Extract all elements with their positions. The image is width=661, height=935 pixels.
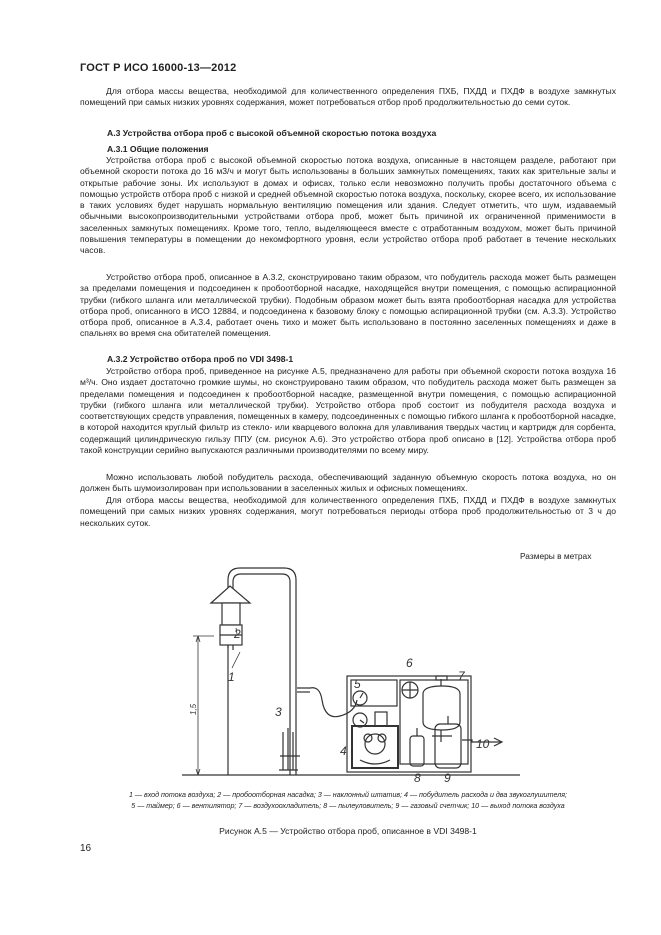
figure-legend — [80, 790, 616, 812]
label-6: 6 — [406, 656, 413, 670]
sampling-head — [211, 586, 250, 603]
legend-line-1: 1 — вход потока воздуха; 2 — пробоотборная насадка; 3 — наклонный штатив; 4 — побудитель расхода и два звукоглушителя; — [129, 791, 567, 799]
legend-line-2: 5 — таймер; 6 — вентилятор; 7 — воздухоохладитель; 8 — пылеуловитель; 9 — газовый счетчик; 10 — выход потока воздуха — [131, 802, 565, 810]
paragraph-a32-1: Устройство отбора проб, приведенное на рисунке А.5, предназначено для работы при объемной скорости потока воздуха 16 м³/ч. Оно издает достаточно громкие шумы, но сконструировано таким образом, что побудитель расхода может быть размещен за пределами помещения и подсоединен к пробоотборной насадке, размещенной внутри помещения, с помощью аспирационной трубки (гибкого шланга или металлической трубки). Устройство отбора проб состоит из побудителя расхода воздуха и соответствующих средств управления, помещенных в камеру, подсоединенных с помощью гибкого шланга к пробоотборной насадке, в которой находится круглый фильтр из стекло- или кварцевого волокна для улавливания твердых частиц и картридж для сорбента, содержащий цилиндрическую гильзу ППУ (см. рисунок А.6). Это устройство отбора проб описано в [12]. Устройства отбора проб такой конструкции серийно выпускаются различными производителями по всему миру. — [80, 366, 616, 456]
label-8: 8 — [414, 771, 421, 785]
tripod — [279, 728, 298, 770]
dust-collector — [410, 736, 424, 766]
label-7: 7 — [458, 669, 465, 683]
paragraph-a31-1: Устройства отбора проб с высокой объемной скоростью потока воздуха, описанные в настоящем разделе, работают при объемной скорости потока до 16 м3/ч и могут быть использованы в больших замкнутых помещениях, таких как зрительные залы и открытые рабочие зоны. Их используют в домах и офисах, только если невозможно получить пробы достаточного объема с помощью устройств отбора проб с низкой и средней объемной скоростью потока воздуха, поскольку, скорее всего, их использование в таких условиях будет нарушать нормальную вентиляцию помещения или здания. Следует отметить, что шум, издаваемый обычными высокопроизводительными устройствами отбора проб, может быть причиной их ограниченной применимости в заселенных замкнутых помещениях. Кроме того, тепло, выделяющееся вместе с отработанным воздухом, может быть причиной повышения температуры в помещении до некомфортного уровня, если устройство отбора проб работает в течение нескольких часов. — [80, 155, 616, 256]
blower-box — [352, 726, 398, 768]
heading-a31: А.3.1 Общие положения — [107, 144, 209, 154]
label-4: 4 — [340, 744, 347, 758]
document-header: ГОСТ Р ИСО 16000-13—2012 — [80, 62, 237, 74]
sizes-note: Размеры в метрах — [520, 551, 592, 561]
dimension-label: 1,5 — [189, 703, 198, 715]
heading-a32: А.3.2 Устройство отбора проб по VDI 3498-1 — [107, 354, 294, 364]
gas-meter — [435, 724, 461, 768]
paragraph-a31-2: Устройство отбора проб, описанное в А.3.2, сконструировано таким образом, что побудитель расхода может быть размещен за пределами помещения и подсоединен к пробоотборной насадке, находящейся внутри помещения, с помощью аспирационной трубки (гибкого шланга или металлической трубки). Подобным образом может быть взята пробоотборная насадка для устройства отбора проб, описанного в ИСО 12884, и подсоединена к базовому блоку с помощью аспирационной трубки (см. А.3.3). Устройство отбора проб, описанное в А.3.4, работает очень тихо и может быть использовано в постоянно заселенных помещениях и даже в спальнях во время сна обитателей помещения. — [80, 272, 616, 339]
label-10: 10 — [476, 737, 490, 751]
paragraph-a32-2: Можно использовать любой побудитель расхода, обеспечивающий заданную объемную скорость потока воздуха, но он должен быть шумоизолирован при использовании в заселенных жилых и офисных помещениях. — [80, 472, 616, 494]
label-2: 2 — [234, 627, 241, 641]
label-3: 3 — [275, 705, 282, 719]
label-5: 5 — [354, 677, 361, 691]
paragraph-intro: Для отбора массы вещества, необходимой для количественного определения ПХБ, ПХДД и ПХДФ в воздухе замкнутых помещений при самых низких уровнях содержания, может потребоваться отбор проб продолжительностью до семи суток. — [80, 86, 616, 108]
label-9: 9 — [444, 771, 451, 785]
paragraph-a32-3: Для отбора массы вещества, необходимой для количественного определения ПХБ, ПХДД и ПХДФ в воздухе замкнутых помещений при самых низких уровнях содержания, могут потребоваться периоды отбора проб продолжительностью от 3 ч до нескольких суток. — [80, 495, 616, 528]
heading-a3: А.3 Устройства отбора проб с высокой объемной скоростью потока воздуха — [107, 128, 437, 138]
figure-caption: Рисунок А.5 — Устройство отбора проб, описанное в VDI 3498-1 — [219, 826, 477, 836]
page-number: 16 — [80, 843, 92, 854]
label-1: 1 — [228, 670, 235, 684]
